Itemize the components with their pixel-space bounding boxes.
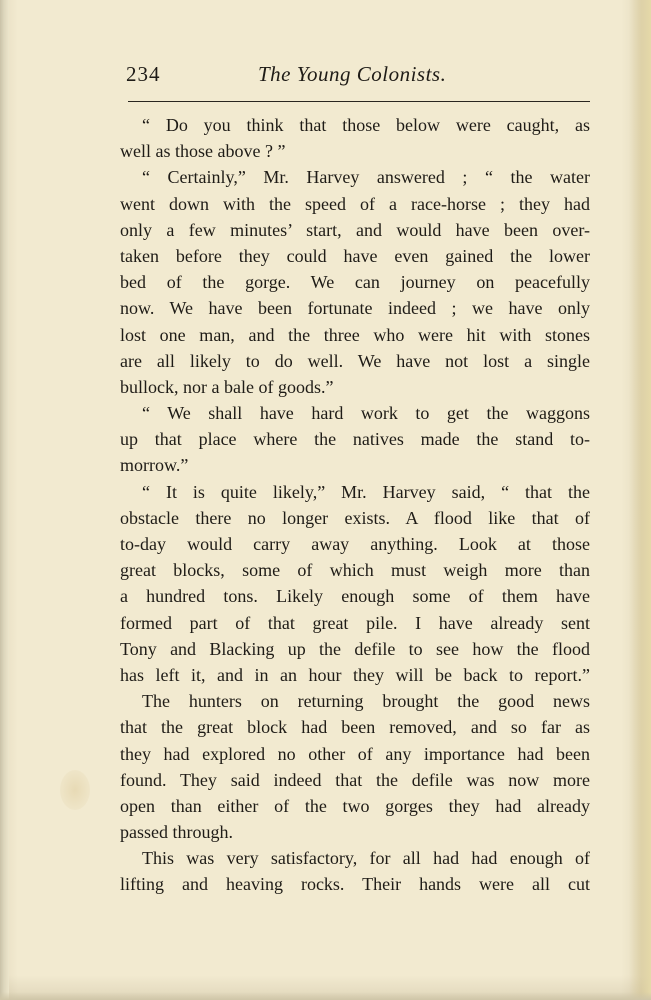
text-line: formed part of that great pile. I have already sent bbox=[120, 612, 590, 633]
text-line: open than either of the two gorges they had already bbox=[120, 795, 590, 816]
text-line: The hunters on returning brought the good news bbox=[142, 691, 590, 712]
text-line: bed of the gorge. We can journey on peacefully bbox=[120, 272, 590, 293]
text-line: well as those above ? ” bbox=[120, 141, 286, 162]
page-right-edge bbox=[629, 0, 651, 1000]
text-line: “ Certainly,” Mr. Harvey answered ; “ the water bbox=[142, 167, 590, 188]
text-line: lifting and heaving rocks. Their hands were all cut bbox=[120, 874, 590, 895]
paper-stain bbox=[60, 770, 90, 810]
text-line: only a few minutes’ start, and would have been over- bbox=[120, 219, 590, 240]
page-left-edge bbox=[0, 0, 9, 1000]
text-line: lost one man, and the three who were hit with stones bbox=[120, 324, 590, 345]
text-line: found. They said indeed that the defile was now more bbox=[120, 769, 590, 790]
text-line: This was very satisfactory, for all had had enough of bbox=[142, 848, 590, 869]
text-line: now. We have been fortunate indeed ; we have only bbox=[120, 298, 590, 319]
running-title: The Young Colonists. bbox=[258, 62, 447, 86]
page-bottom-edge bbox=[0, 992, 651, 1000]
text-line: went down with the speed of a race-horse ; they had bbox=[120, 193, 590, 214]
text-line: bullock, nor a bale of goods.” bbox=[120, 376, 334, 397]
body-text bbox=[120, 112, 590, 898]
text-line: Tony and Blacking up the defile to see how the flood bbox=[120, 638, 590, 659]
text-line: obstacle there no longer exists. A flood like that of bbox=[120, 507, 590, 528]
text-line: to-day would carry away anything. Look at those bbox=[120, 534, 590, 554]
text-line: “ Do you think that those below were caught, as bbox=[142, 115, 590, 135]
text-line: they had explored no other of any importance had been bbox=[120, 743, 590, 764]
page-number: 234 bbox=[126, 62, 161, 86]
text-line: up that place where the natives made the stand to- bbox=[120, 429, 590, 450]
running-header bbox=[122, 56, 590, 92]
text-line: taken before they could have even gained the lower bbox=[120, 245, 590, 266]
text-line: are all likely to do well. We have not lost a single bbox=[120, 350, 590, 371]
text-line: has left it, and in an hour they will be back to report.” bbox=[120, 664, 590, 685]
text-line: passed through. bbox=[120, 822, 233, 843]
text-line: a hundred tons. Likely enough some of them have bbox=[120, 586, 590, 607]
header-rule bbox=[128, 101, 590, 102]
text-line: morrow.” bbox=[120, 455, 189, 476]
text-line: “ It is quite likely,” Mr. Harvey said, “ that the bbox=[142, 481, 590, 502]
text-line: great blocks, some of which must weigh more than bbox=[120, 560, 590, 581]
text-line: “ We shall have hard work to get the waggons bbox=[142, 403, 590, 424]
text-line: that the great block had been removed, and so far as bbox=[120, 717, 590, 738]
